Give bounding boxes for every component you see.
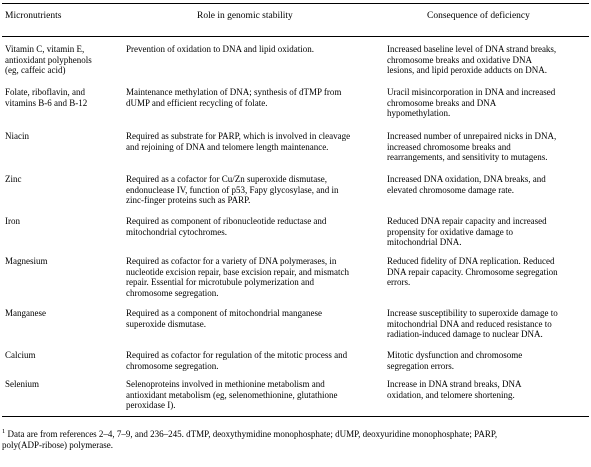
role-cell: Required as a cofactor for Cu/Zn superoxide dismutase, endonuclease IV, function of p53, Fapy glycosylase, and in zinc-finger proteins such as PARP. (126, 174, 339, 205)
consequence-cell: Uracil misincorporation in DNA and increased chromosome breaks and DNA hypomethylation. (387, 87, 556, 118)
role-cell: Required as component of ribonucleotide reductase and mitochondrial cytochromes. (126, 216, 327, 237)
nutrient-cell: Selenium (5, 379, 39, 389)
header-micronutrients: Micronutrients (5, 11, 62, 21)
table-header-rule (2, 36, 589, 37)
table-footnote (2, 429, 589, 451)
nutrient-cell: Manganese (5, 308, 46, 318)
role-cell: Prevention of oxidation to DNA and lipid oxidation. (126, 44, 314, 54)
nutrient-cell: Zinc (5, 174, 22, 184)
footnote-text: Data are from references 2–4, 7–9, and 236–245. dTMP, deoxythymidine monophosphate; dUMP, deoxyuridine monophosphate; PARP, poly(ADP-ribose) polymerase. (2, 429, 498, 450)
table-header (2, 3, 589, 23)
role-cell: Required as cofactor for regulation of the mitotic process and chromosome segregation. (126, 350, 348, 371)
table-bottom-rule (2, 416, 589, 417)
consequence-cell: Increased DNA oxidation, DNA breaks, and elevated chromosome damage rate. (387, 174, 546, 195)
header-role: Role in genomic stability (197, 11, 293, 21)
role-cell: Required as cofactor for a variety of DNA polymerases, in nucleotide excision repair, base excision repair, and mismatch repair. Essential for microtubule polymerization and chromosome segregation. (126, 256, 349, 298)
role-cell: Selenoproteins involved in methionine metabolism and antioxidant metabolism (eg, selenomethionine, glutathione peroxidase I). (126, 379, 338, 410)
nutrient-cell: Niacin (5, 131, 29, 141)
consequence-cell: Increased baseline level of DNA strand breaks, chromosome breaks and oxidative DNA lesions, and lipid peroxide adducts on DNA. (387, 44, 557, 75)
role-cell: Required as a component of mitochondrial manganese superoxide dismutase. (126, 308, 322, 329)
consequence-cell: Reduced fidelity of DNA replication. Reduced DNA repair capacity. Chromosome segregation errors. (387, 256, 558, 287)
nutrient-cell: Vitamin C, vitamin E, antioxidant polyphenols (eg, caffeic acid) (5, 44, 92, 75)
nutrient-cell: Magnesium (5, 256, 48, 266)
role-cell: Maintenance methylation of DNA; synthesis of dTMP from dUMP and efficient recycling of folate. (126, 87, 342, 108)
consequence-cell: Increased number of unrepaired nicks in DNA, increased chromosome breaks and rearrangements, and sensitivity to mutagens. (387, 131, 557, 162)
consequence-cell: Increase in DNA strand breaks, DNA oxidation, and telomere shortening. (387, 379, 522, 400)
nutrient-cell: Folate, riboflavin, and vitamins B-6 and B-12 (5, 87, 88, 108)
consequence-cell: Mitotic dysfunction and chromosome segregation errors. (387, 350, 523, 371)
role-cell: Required as substrate for PARP, which is involved in cleavage and rejoining of DNA and telomere length maintenance. (126, 131, 351, 152)
nutrient-cell: Iron (5, 216, 20, 226)
consequence-cell: Increase susceptibility to superoxide damage to mitochondrial DNA and reduced resistance to radiation-induced damage to nuclear DNA. (387, 308, 558, 339)
header-consequence: Consequence of deficiency (427, 11, 530, 21)
nutrient-cell: Calcium (5, 350, 36, 360)
footnote-marker: 1 (2, 428, 6, 435)
consequence-cell: Reduced DNA repair capacity and increased propensity for oxidative damage to mitochondrial DNA. (387, 216, 547, 247)
